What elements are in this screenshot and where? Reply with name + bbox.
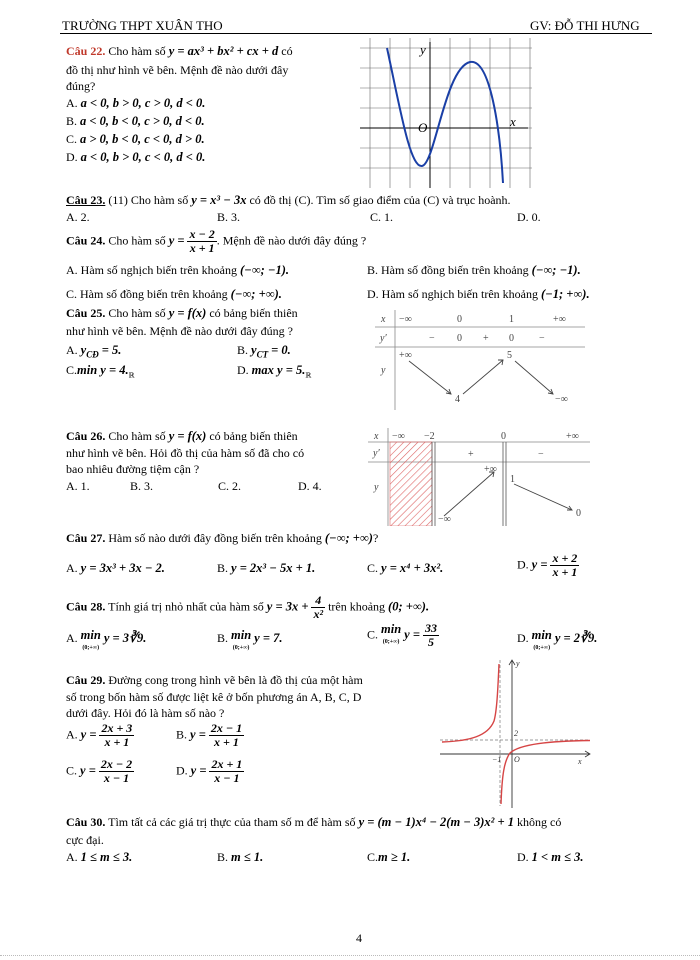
q29-origin: O: [514, 755, 520, 764]
header-teacher: GV: ĐỖ THI HƯNG: [530, 18, 640, 33]
q27-option-d: D. y = $\frac{x + 2}{x + 1}$: [517, 551, 578, 579]
q27-option-a: A. y = 3x³ + 3x − 2.: [66, 561, 165, 575]
q25-sign-0: −: [429, 333, 435, 344]
q25-sign-2: +: [483, 333, 489, 344]
q22-option-c: C. a > 0, b < 0, c < 0, d > 0.: [66, 132, 205, 146]
q22-line1: Câu 22. Cho hàm số y = ax³ + bx² + cx + d có: [66, 44, 293, 58]
q26-option-c: C. 2.: [218, 479, 242, 493]
q23-option-d: D. 0.: [517, 210, 541, 224]
q22-line2: đồ thị như hình vẽ bên. Mệnh đề nào dưới đây: [66, 63, 289, 77]
q23-line1: Câu 23. (11) Cho hàm số y = x³ − 3x có đồ thị (C). Tìm số giao điểm của (C) và trục hoành.: [66, 193, 511, 207]
q26-line1: Câu 26. Cho hàm số y = f(x) có bảng biến thiên: [66, 429, 298, 443]
q30-option-a: A. 1 ≤ m ≤ 3.: [66, 850, 133, 864]
q26-row-yp: y′: [373, 448, 380, 459]
q26-sign-0: +: [468, 449, 474, 460]
q29-option-a: A. y = $\frac{2x + 3}{x + 1}$: [66, 721, 133, 749]
q29-label: Câu 29.: [66, 673, 106, 687]
q22-y-label: y: [420, 42, 426, 57]
q26-sign-1: −: [538, 449, 544, 460]
q29-x-label: x: [578, 757, 582, 766]
q26-y-1: −∞: [438, 514, 451, 525]
q26-y-2: 1: [510, 474, 515, 485]
page-number: 4: [356, 931, 362, 945]
q26-hatched-region: [390, 442, 432, 526]
q22-formula: y = ax³ + bx² + cx + d: [168, 44, 279, 58]
q26-option-a: A. 1.: [66, 479, 90, 493]
q22-option-b: B. a < 0, b < 0, c > 0, d < 0.: [66, 114, 205, 128]
q30-line1: Câu 30. Tìm tất cả các giá trị thực của tham số m để hàm số y = (m − 1)x⁴ − 2(m − 3)x² + 1 không có: [66, 815, 562, 829]
q30-option-c: C.m ≥ 1.: [367, 850, 411, 864]
q25-x-2: 1: [509, 314, 514, 325]
q25-y-3: −∞: [555, 394, 568, 405]
q23-label: Câu 23.: [66, 193, 106, 207]
q30-line2: cực đại.: [66, 833, 104, 847]
q26-x-0: −∞: [392, 431, 405, 442]
q24-fraction: $\frac{x - 2}{x + 1}$: [189, 227, 215, 255]
q22-option-d: D. a < 0, b > 0, c < 0, d < 0.: [66, 150, 206, 164]
q24-option-d: D. Hàm số nghịch biến trên khoảng (−1; +∞).: [367, 287, 590, 301]
q25-sign-1: 0: [457, 333, 462, 344]
q25-row-x: x: [381, 314, 386, 325]
q25-line1: Câu 25. Cho hàm số y = f(x) có bảng biến thiên: [66, 306, 298, 320]
q28-line1: Câu 28. Tính giá trị nhỏ nhất của hàm số y = 3x + $\frac{4}{\text{x²}}$ trên khoảng (0; +∞).: [66, 593, 430, 621]
q25-option-d: D. $\max y = 5._ℝ$: [237, 363, 312, 380]
q29-y-label: y: [516, 659, 520, 668]
q25-x-1: 0: [457, 314, 462, 325]
q25-option-a: A. $y_{CĐ} = 5$.: [66, 343, 122, 360]
q22-origin-label: O: [418, 120, 428, 135]
q29-curve-left: [442, 664, 499, 742]
q22-graph: [360, 38, 532, 188]
q26-x-1: −2: [424, 431, 435, 442]
q25-x-3: +∞: [553, 314, 566, 325]
q26-line2: như hình vẽ bên. Hỏi đồ thị của hàm số đã cho có: [66, 446, 305, 460]
q27-option-b: B. y = 2x³ − 5x + 1.: [217, 561, 316, 575]
q29-tick-y: 2: [514, 729, 518, 738]
q26-variation-table: [368, 428, 590, 526]
q28-label: Câu 28.: [66, 599, 106, 614]
q29-curve-right: [501, 741, 590, 805]
q26-y-0: +∞: [484, 464, 497, 475]
q22-grid: [360, 38, 532, 188]
q25-variation-table: [375, 310, 585, 410]
q26-line3: bao nhiêu đường tiệm cận ?: [66, 462, 200, 476]
q25-y-2: 5: [507, 350, 512, 361]
q23-option-c: C. 1.: [370, 210, 394, 224]
q22-line3: đúng?: [66, 79, 96, 93]
q29-option-b: B. y = $\frac{2x - 1}{x + 1}$: [176, 721, 243, 749]
q25-row-yp: y′: [380, 333, 387, 344]
q29-tick-x: −1: [492, 755, 502, 764]
q22-option-a: A. a < 0, b > 0, c > 0, d < 0.: [66, 96, 206, 110]
q27-line1: Câu 27. Hàm số nào dưới đây đồng biến trên khoảng (−∞; +∞)?: [66, 531, 379, 545]
q26-option-d: D. 4.: [298, 479, 322, 493]
q28-option-c: C. min (0;+∞) y = $\frac{33}{5}$: [367, 621, 437, 649]
q25-option-b: B. $y_{CT} = 0$.: [237, 343, 291, 360]
q25-x-0: −∞: [399, 314, 412, 325]
q27-option-c: C. y = x⁴ + 3x².: [367, 561, 444, 575]
q23-option-b: B. 3.: [217, 210, 241, 224]
q28-option-a: A. min (0;+∞) y = 3∛9.: [66, 628, 147, 651]
q29-option-d: D. y = $\frac{2x + 1}{x - 1}$: [176, 757, 243, 785]
q25-line2: như hình vẽ bên. Mệnh đề nào dưới đây đúng ?: [66, 324, 293, 338]
q26-row-y: y: [374, 482, 379, 493]
q26-row-x: x: [374, 431, 379, 442]
q26-x-2: 0: [501, 431, 506, 442]
q30-option-d: D. 1 < m ≤ 3.: [517, 850, 584, 864]
q29-graph: [440, 656, 600, 808]
q29-line1: Câu 29. Đường cong trong hình vẽ bên là đồ thị của một hàm: [66, 673, 363, 687]
q28-option-d: D. min (0;+∞) y = 2∛9.: [517, 628, 598, 651]
header-rule: [60, 33, 652, 34]
q23-formula: y = x³ − 3x: [191, 193, 247, 207]
q26-x-3: +∞: [566, 431, 579, 442]
q25-sign-3: 0: [509, 333, 514, 344]
page-bottom-edge: [0, 955, 700, 956]
q29-option-c: C. y = $\frac{2x - 2}{x - 1}$: [66, 757, 133, 785]
q24-option-a: A. Hàm số nghịch biến trên khoảng (−∞; −1).: [66, 263, 290, 277]
q25-sign-4: −: [539, 333, 545, 344]
q24-line1: Câu 24. Cho hàm số y = $\frac{x - 2}{x + 1}$ . Mệnh đề nào dưới đây đúng ?: [66, 227, 367, 255]
q24-option-b: B. Hàm số đồng biến trên khoảng (−∞; −1).: [367, 263, 581, 277]
q26-y-3: 0: [576, 508, 581, 519]
header-school: TRƯỜNG THPT XUÂN THO: [62, 18, 223, 33]
q22-x-label: x: [510, 114, 516, 129]
q24-option-c: C. Hàm số đồng biến trên khoảng (−∞; +∞).: [66, 287, 282, 301]
q29-line3: dưới đây. Hỏi đó là hàm số nào ?: [66, 706, 225, 720]
q27-label: Câu 27.: [66, 531, 106, 545]
q23-option-a: A. 2.: [66, 210, 90, 224]
q28-option-b: B. min (0;+∞) y = 7.: [217, 628, 283, 651]
q25-y-1: 4: [455, 394, 460, 405]
q25-y-0: +∞: [399, 350, 412, 361]
q29-line2: số trong bốn hàm số được liệt kê ở bốn phương án A, B, C, D: [66, 690, 362, 704]
q30-option-b: B. m ≤ 1.: [217, 850, 264, 864]
q26-option-b: B. 3.: [130, 479, 154, 493]
q25-option-c: C.min $y = 4._ℝ$: [66, 363, 135, 380]
q22-label: Câu 22.: [66, 44, 106, 58]
q25-label: Câu 25.: [66, 306, 106, 320]
q25-row-y: y: [381, 365, 386, 376]
q30-label: Câu 30.: [66, 815, 106, 829]
q26-label: Câu 26.: [66, 429, 106, 443]
q24-label: Câu 24.: [66, 233, 106, 248]
